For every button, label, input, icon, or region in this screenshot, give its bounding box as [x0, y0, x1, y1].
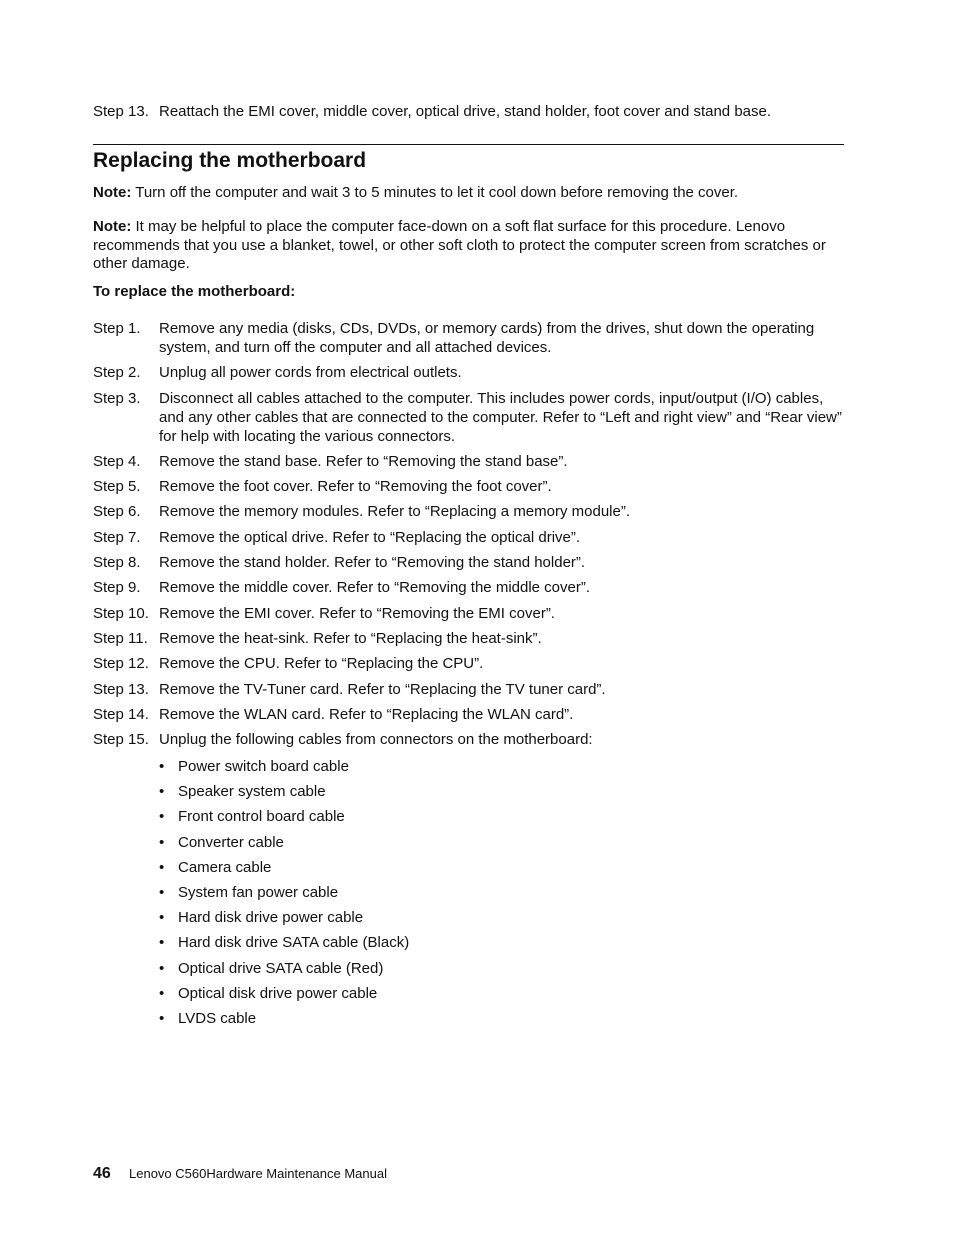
step-text: Remove the WLAN card. Refer to “Replacing the WLAN card”.: [159, 705, 574, 723]
step-item: [93, 654, 844, 673]
step-label: Step 4.: [93, 452, 141, 470]
step-item: [93, 553, 844, 572]
step-text: Remove the stand base. Refer to “Removing the stand base”.: [159, 452, 568, 470]
step-text: Remove the stand holder. Refer to “Removing the stand holder”.: [159, 554, 586, 572]
section-divider: [93, 144, 844, 145]
step-text: Remove the middle cover. Refer to “Removing the middle cover”.: [159, 579, 591, 597]
cable-name: Optical drive SATA cable (Red): [178, 959, 384, 977]
step-text: Remove the memory modules. Refer to “Replacing a memory module”.: [159, 503, 631, 521]
cable-list-item: [159, 833, 409, 852]
step-label: Step 8.: [93, 554, 141, 572]
step-item: [93, 705, 844, 724]
step-text: Disconnect all cables attached to the computer. This includes power cords, input/output (I/O) cables, and any other cables that are connected to the computer. Refer to “Left and right view” and “Rear view” for help with locating the various connectors.: [159, 389, 842, 445]
step-label: Step 12.: [93, 655, 149, 673]
step-item: [93, 319, 844, 357]
cable-list-item: [159, 1009, 409, 1028]
bullet-icon: •: [159, 909, 165, 927]
step-text: Remove the foot cover. Refer to “Removing the foot cover”.: [159, 478, 552, 496]
step-item: [93, 730, 844, 749]
step-item: [93, 477, 844, 496]
step-list: [93, 319, 844, 755]
cable-name: Power switch board cable: [178, 758, 349, 775]
cable-list-item: [159, 933, 409, 952]
bullet-icon: •: [159, 883, 165, 901]
cable-name: Hard disk drive SATA cable (Black): [178, 934, 410, 952]
step-item: [93, 629, 844, 648]
step-item: [93, 604, 844, 623]
note-face-down: [93, 218, 844, 274]
step-text: Unplug all power cords from electrical outlets.: [159, 364, 462, 382]
step-label: Step 10.: [93, 604, 149, 622]
step-text: Remove the CPU. Refer to “Replacing the CPU”.: [159, 655, 484, 673]
step-item: [93, 452, 844, 471]
previous-step-text: Reattach the EMI cover, middle cover, optical drive, stand holder, foot cover and stand base.: [159, 103, 772, 120]
step-label: Step 5.: [93, 478, 141, 496]
step-label: Step 9.: [93, 579, 141, 597]
step-text: Remove the optical drive. Refer to “Replacing the optical drive”.: [159, 528, 581, 546]
step-item: [93, 363, 844, 382]
step-item: [93, 528, 844, 547]
page-number: 46: [93, 1165, 111, 1182]
note-text: It may be helpful to place the computer face-down on a soft flat surface for this procedure. Lenovo recommends that you use a blanket, towel, or other soft cloth to protect the computer screen from scratches or other damage.: [93, 218, 826, 272]
bullet-icon: •: [159, 808, 165, 826]
cable-list: [159, 757, 409, 1034]
step-text: Remove any media (disks, CDs, DVDs, or memory cards) from the drives, shut down the operating system, and turn off the computer and all attached devices.: [159, 320, 815, 356]
step-label: Step 15.: [93, 731, 149, 749]
cable-name: Converter cable: [178, 833, 284, 851]
previous-step: [93, 102, 844, 121]
procedure-title: To replace the motherboard:: [93, 283, 296, 300]
step-label: Step 7.: [93, 528, 141, 546]
note-label: Note:: [93, 184, 132, 201]
step-text: Remove the EMI cover. Refer to “Removing the EMI cover”.: [159, 604, 555, 622]
cable-name: Optical disk drive power cable: [178, 984, 378, 1002]
cable-name: Hard disk drive power cable: [178, 909, 364, 927]
cable-name: Camera cable: [178, 858, 272, 876]
bullet-icon: •: [159, 934, 165, 952]
cable-list-item: [159, 757, 409, 776]
manual-title: Lenovo C560Hardware Maintenance Manual: [129, 1166, 387, 1181]
step-label: Step 3.: [93, 389, 141, 407]
step-label: Step 11.: [93, 629, 148, 647]
step-label: Step 14.: [93, 705, 149, 723]
cable-list-item: [159, 807, 409, 826]
note-cooldown: [93, 184, 844, 203]
bullet-icon: •: [159, 984, 165, 1002]
step-label: Step 1.: [93, 320, 141, 337]
cable-name: System fan power cable: [178, 883, 339, 901]
step-label: Step 2.: [93, 364, 141, 382]
step-label: Step 13.: [93, 680, 149, 698]
note-text: Turn off the computer and wait 3 to 5 minutes to let it cool down before removing the cover.: [135, 184, 739, 201]
bullet-icon: •: [159, 959, 165, 977]
page-footer: [93, 1164, 387, 1184]
bullet-icon: •: [159, 858, 165, 876]
section-title: Replacing the motherboard: [93, 149, 367, 172]
step-item: [93, 680, 844, 699]
step-text: Remove the heat-sink. Refer to “Replacing the heat-sink”.: [159, 629, 542, 647]
note-label: Note:: [93, 218, 132, 235]
cable-name: LVDS cable: [178, 1009, 257, 1027]
cable-name: Speaker system cable: [178, 783, 326, 801]
step-item: [93, 578, 844, 597]
bullet-icon: •: [159, 758, 165, 775]
cable-list-item: [159, 959, 409, 978]
cable-list-item: [159, 883, 409, 902]
cable-list-item: [159, 908, 409, 927]
cable-name: Front control board cable: [178, 808, 345, 826]
step-item: [93, 502, 844, 521]
previous-step-label: Step 13.: [93, 103, 149, 120]
cable-list-item: [159, 984, 409, 1003]
step-text: Remove the TV-Tuner card. Refer to “Replacing the TV tuner card”.: [159, 680, 606, 698]
step-item: [93, 389, 844, 446]
cable-list-item: [159, 782, 409, 801]
bullet-icon: •: [159, 833, 165, 851]
bullet-icon: •: [159, 1009, 165, 1027]
step-label: Step 6.: [93, 503, 141, 521]
step-text: Unplug the following cables from connectors on the motherboard:: [159, 731, 593, 749]
cable-list-item: [159, 858, 409, 877]
bullet-icon: •: [159, 783, 165, 801]
